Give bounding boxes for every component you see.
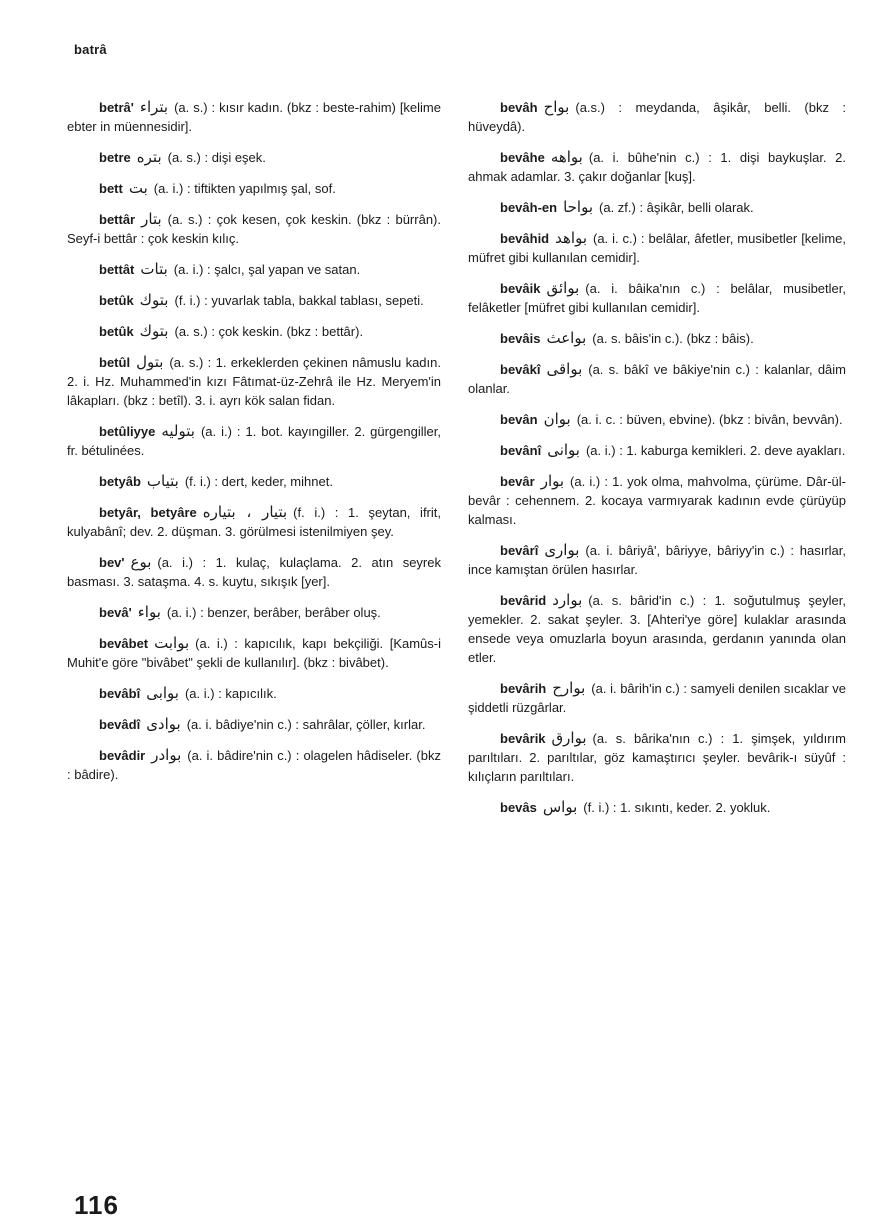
arabic-script: بوادى [146, 715, 181, 733]
arabic-script: بوائق [546, 279, 580, 297]
left-column [67, 98, 441, 796]
definition: (a.s.) : meydanda, âşikâr, belli. (bkz : hüveydâ). [468, 100, 846, 134]
entry [67, 179, 441, 198]
arabic-script: بواقى [546, 360, 583, 378]
headword: bevârih [500, 681, 547, 696]
headword: bevâbet [99, 636, 149, 651]
arabic-script: بوارى [544, 541, 580, 559]
entry [468, 198, 846, 217]
entry [67, 715, 441, 734]
definition: (a. s. bârika'nın c.) : 1. şimşek, yıldırım parıltıları. 2. parıltılar, göz kamaştırıcı şeyler. bevârik-ı süyûf : kılıçların parıltıları. [468, 731, 846, 784]
definition: (a. i.) : benzer, berâber, berâber oluş. [166, 605, 381, 620]
arabic-script: بواهه [550, 148, 583, 166]
arabic-script: بواهد [555, 229, 587, 247]
headword: betyâb [99, 474, 141, 489]
definition: (a. s. bâis'in c.). (bkz : bâis). [592, 331, 754, 346]
headword: bevâr [500, 474, 535, 489]
arabic-script: بواء [137, 603, 161, 621]
entry [67, 422, 441, 460]
arabic-script: بواعث [546, 329, 587, 347]
headword: bevâhe [500, 150, 545, 165]
headword: bettât [99, 262, 135, 277]
definition: (a. i.) : tiftikten yapılmış şal, sof. [153, 181, 336, 196]
definition: (a. i.) : 1. yok olma, mahvolma, çürüme. Dâr-ül-bevâr : cehennem. 2. kocaya varmıyarak kadının evde çürüyüp kalması. [468, 474, 846, 527]
definition: (a. s.) : 1. erkeklerden çekinen nâmuslu kadın. 2. i. Hz. Muhammed'in kızı Fâtımat-üz-Zehrâ ile Hz. Meryem'in lâkapları. (bkz : betîl). 3. i. ayrı kök salan fidan. [67, 355, 441, 408]
headword: bevâh [500, 100, 538, 115]
headword: bevâis [500, 331, 541, 346]
page-number: 116 [74, 1190, 119, 1220]
right-column [468, 98, 846, 829]
entry [67, 634, 441, 672]
headword: bevâkî [500, 362, 541, 377]
entry [67, 353, 441, 410]
entry [67, 322, 441, 341]
entry [468, 229, 846, 267]
entry [67, 210, 441, 248]
arabic-script: بوادر [151, 746, 182, 764]
headword: bevâbî [99, 686, 141, 701]
definition: (a. i. bâriyâ', bâriyye, bâriyy'in c.) : hasırlar, ince kamıştan örülen hasırlar. [468, 543, 846, 577]
definition: (a. s.) : kısır kadın. (bkz : beste-rahim) [kelime ebter in müennesidir]. [67, 100, 441, 134]
arabic-script: بتول [136, 353, 164, 371]
definition: (a. s.) : çok kesen, çok keskin. (bkz : bürrân). Seyf-i bettâr : çok keskin kılıç. [67, 212, 441, 246]
headword: bevâhid [500, 231, 550, 246]
arabic-script: بواح [543, 98, 570, 116]
arabic-script: بتره [136, 148, 162, 166]
headword: bevân [500, 412, 538, 427]
headword: bett [99, 181, 123, 196]
entry [67, 503, 441, 541]
arabic-script: بتياب [146, 472, 179, 490]
headword: bevâik [500, 281, 541, 296]
entry [468, 360, 846, 398]
entry [468, 148, 846, 186]
entry [468, 729, 846, 786]
arabic-script: بوار [540, 472, 565, 490]
entry [468, 410, 846, 429]
definition: (a. zf.) : âşikâr, belli olarak. [599, 200, 754, 215]
definition: (a. i.) : 1. kaburga kemikleri. 2. deve ayakları. [585, 443, 846, 458]
entry [468, 798, 846, 817]
arabic-script: بتار [141, 210, 162, 228]
arabic-script: بتات [140, 260, 168, 278]
headword: bevâ' [99, 605, 132, 620]
headword: betûliyye [99, 424, 156, 439]
entry [67, 472, 441, 491]
arabic-script: بواحا [563, 198, 594, 216]
definition: (a. i. c.) : belâlar, âfetler, musibetler [kelime, müfret gibi kullanılan cemidir]. [468, 231, 846, 265]
arabic-script: بت [128, 179, 148, 197]
entry [468, 472, 846, 529]
entry [468, 279, 846, 317]
arabic-script: بوع [130, 553, 152, 571]
headword: betre [99, 150, 131, 165]
definition: (a. s.) : çok keskin. (bkz : bettâr). [174, 324, 364, 339]
definition: (a. i. bâdire'nin c.) : olagelen hâdiseler. (bkz : bâdire). [67, 748, 441, 782]
entry [468, 441, 846, 460]
headword: betûk [99, 293, 134, 308]
entry [468, 98, 846, 136]
headword: betûk [99, 324, 134, 339]
entry [67, 260, 441, 279]
definition: (f. i.) : 1. şeytan, ifrit, kulyabânî; dev. 2. düşman. 3. görülmesi istenilmiyen şey. [67, 505, 441, 539]
arabic-script: بوابى [146, 684, 179, 702]
arabic-script: بتراء [139, 98, 169, 116]
definition: (a. i. bârih'in c.) : samyeli denilen sıcaklar ve şiddetli rüzgârlar. [468, 681, 846, 715]
headword: bevârik [500, 731, 546, 746]
definition: (a. s.) : dişi eşek. [167, 150, 266, 165]
arabic-script: بواس [542, 798, 578, 816]
definition: (a. s. bârid'in c.) : 1. soğutulmuş şeyler, yemekler. 2. sakat şeyler. 3. [Ahteri'ye göre] kulaklar arasında ensede veya omuzlarla boyun arasında, gerdanın yanında olan etler. [468, 593, 846, 665]
definition: (a. i.) : şalcı, şal yapan ve satan. [173, 262, 361, 277]
definition: (f. i.) : yuvarlak tabla, bakkal tablası, sepeti. [174, 293, 424, 308]
entry [67, 291, 441, 310]
entry [468, 329, 846, 348]
definition: (f. i.) : dert, keder, mihnet. [184, 474, 333, 489]
definition: (a. i. bâika'nın c.) : belâlar, musibetler, felâketler [müfret gibi kullanılan cemidir]. [468, 281, 846, 315]
headword: bevâdî [99, 717, 141, 732]
headword: bevârid [500, 593, 547, 608]
arabic-script: بتوك [139, 322, 169, 340]
headword: betyâr, betyâre [99, 505, 197, 520]
entry [67, 603, 441, 622]
arabic-script: بوانى [547, 441, 580, 459]
arabic-script: بوارد [552, 591, 583, 609]
entry [468, 591, 846, 667]
entry [67, 98, 441, 136]
entry [67, 148, 441, 167]
definition: (f. i.) : 1. sıkıntı, keder. 2. yokluk. [583, 800, 771, 815]
entry [468, 679, 846, 717]
arabic-script: بوان [543, 410, 571, 428]
headword: bevâs [500, 800, 537, 815]
arabic-script: بوابت [154, 634, 190, 652]
headword: bev' [99, 555, 125, 570]
definition: (a. i.) : 1. bot. kayıngiller. 2. gürgengiller, fr. bétulinées. [67, 424, 441, 458]
arabic-script: بتيار ، بتياره [202, 503, 288, 521]
entry [468, 541, 846, 579]
headword: bevâdir [99, 748, 146, 763]
definition: (a. i.) : kapıcılık. [184, 686, 277, 701]
definition: (a. i.) : kapıcılık, kapı bekçiliği. [Kamûs-i Muhit'e göre "bivâbet" şekli de kullanılır]. (bkz : bivâbet). [67, 636, 441, 670]
entry [67, 746, 441, 784]
headword: bevâh-en [500, 200, 558, 215]
arabic-script: بتوليه [161, 422, 195, 440]
arabic-script: بتوك [139, 291, 169, 309]
entry [67, 553, 441, 591]
definition: (a. i. c. : büven, ebvine). (bkz : bivân, bevvân). [576, 412, 843, 427]
definition: (a. i. bâdiye'nin c.) : sahrâlar, çöller, kırlar. [186, 717, 426, 732]
headword: bettâr [99, 212, 136, 227]
headword: betrâ' [99, 100, 134, 115]
entry [67, 684, 441, 703]
definition: (a. s. bâkî ve bâkiye'nin c.) : kalanlar, dâim olanlar. [468, 362, 846, 396]
running-head: batrâ [74, 42, 107, 57]
headword: bevârî [500, 543, 539, 558]
headword: betûl [99, 355, 131, 370]
arabic-script: بوارح [552, 679, 586, 697]
headword: bevânî [500, 443, 542, 458]
definition: (a. i.) : 1. kulaç, kulaçlama. 2. atın seyrek basması. 3. sataşma. 4. s. kuytu, sıkışık [yer]. [67, 555, 441, 589]
arabic-script: بوارق [551, 729, 587, 747]
definition: (a. i. bûhe'nin c.) : 1. dişi baykuşlar. 2. ahmak adamlar. 3. çakır doğanlar [kuş]. [468, 150, 846, 184]
